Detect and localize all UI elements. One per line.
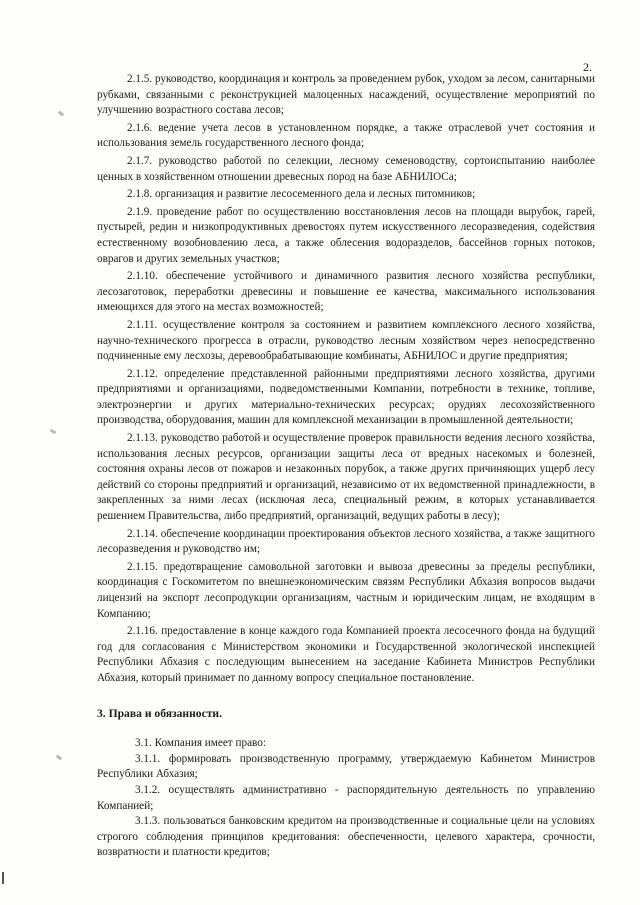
paragraph-3-1-3: 3.1.3. пользоваться банковским кредитом на производственные и социальные цели на условиях строгого соблюдения принципов кредитования: обеспеченности, целевого характера, срочности, возвратности и платности кредитов; <box>97 815 595 859</box>
paragraph-2-1-16: 2.1.16. предоставление в конце каждого года Компанией проекта лесосечного фонда на будущий год для согласования с Министерством экономики и Государственной экологической инспекцией Республики Абхазия с последующим вынесением на заседание Кабинета Министров Республики Абхазия, который принимает по данному вопросу специальное постановление. <box>97 625 595 684</box>
paragraph-2-1-7: 2.1.7. руководство работой по селекции, лесному семеноводству, сортоиспытанию наиболее ценных в хозяйственном отношении древесных пород на базе АБНИЛОСа; <box>97 154 595 183</box>
paragraph-2-1-8: 2.1.8. организация и развитие лесосеменного дела и лесных питомников; <box>127 188 476 201</box>
paragraph-3-1-2: 3.1.2. осуществлять административно - распорядительную деятельность по управлению Компанией; <box>97 783 595 812</box>
paragraph-2-1-15: 2.1.15. предотвращение самовольной заготовки и вывоза древесины за пределы республики, координация с Госкомитетом по внешнеэкономическим связям Республики Абхазия вопросов выдачи лицензий на экспорт лесопродукции организациям, частным и юридическим лицам, не входящим в Компанию; <box>97 560 595 620</box>
page-number: 2. <box>583 60 592 74</box>
paragraph-2-1-11: 2.1.11. осуществление контроля за состоянием и развитием комплексного лесного хозяйства, научно-технического прогресса в отрасли, руководство лесным хозяйством через непосредственно подчиненные ему лесхозы, деревообрабатывающие комбинаты, АБНИЛОС и другие предприятия; <box>97 318 595 363</box>
paragraph-2-1-9: 2.1.9. проведение работ по осуществлению восстановления лесов на площади вырубок, гарей, пустырей, редин и низкопродуктивных древостоях путем искусственного лесоразведения, содействия естественному возобновлению леса, а также облесения водоразделов, бассейнов горных потоков, оврагов и других земельных участков; <box>97 205 595 265</box>
paragraph-2-1-10: 2.1.10. обеспечение устойчивого и динамичного развития лесного хозяйства республики, лесозаготовок, переработки древесины и повышение ее качества, максимального использования имеющихся для этого на местах возможностей; <box>97 270 595 314</box>
scan-edge-mark <box>2 872 4 884</box>
paragraph-3-1-1: 3.1.1. формировать производственную программу, утверждаемую Кабинетом Министров Республики Абхазия; <box>97 752 595 781</box>
document-body <box>97 72 595 861</box>
scan-speck <box>50 429 57 435</box>
scan-speck <box>58 110 65 116</box>
section-heading: 3. Права и обязанности. <box>97 706 223 720</box>
paragraph-2-1-14: 2.1.14. обеспечение координации проектирования объектов лесного хозяйства, а также защитного лесоразведения и руководство им; <box>97 527 595 556</box>
paragraph-2-1-6: 2.1.6. ведение учета лесов в установленном порядке, а также отраслевой учет состояния и использования земель государственного лесного фонда; <box>97 121 595 150</box>
scan-speck <box>56 755 63 761</box>
paragraph-2-1-13: 2.1.13. руководство работой и осуществление проверок правильности ведения лесного хозяйства, использования лесных ресурсов, организации защиты леса от вредных насекомых и болезней, состояния охраны лесов от пожаров и незаконных порубок, а также других причиняющих ущерб лесу действий со стороны предприятий и организаций, независимо от их ведомственной принадлежности, в закрепленных за ними лесах (исключая леса, специальный режим, в которых устанавливается решением Правительства, либо предприятий, организаций, ведущих работы в лесу); <box>97 432 595 523</box>
paragraph-2-1-12: 2.1.12. определение представленной районными предприятиями лесного хозяйства, другими предприятиями и организациями, подведомственными Компании, потребности в технике, топливе, электроэнергии и других материально-технических ресурсах; орудиях лесохозяйственного производства, оборудования, машин для комплексной механизации в промышленной деятельности; <box>97 367 595 427</box>
paragraph-2-1-5: 2.1.5. руководство, координация и контроль за проведением рубок, уходом за лесом, санитарными рубками, связанными с реконструкцией малоценных насаждений, осуществление мероприятий по улучшению возрастного состава лесов; <box>97 73 595 117</box>
paragraph-3-1: 3.1. Компания имеет право: <box>135 737 266 750</box>
